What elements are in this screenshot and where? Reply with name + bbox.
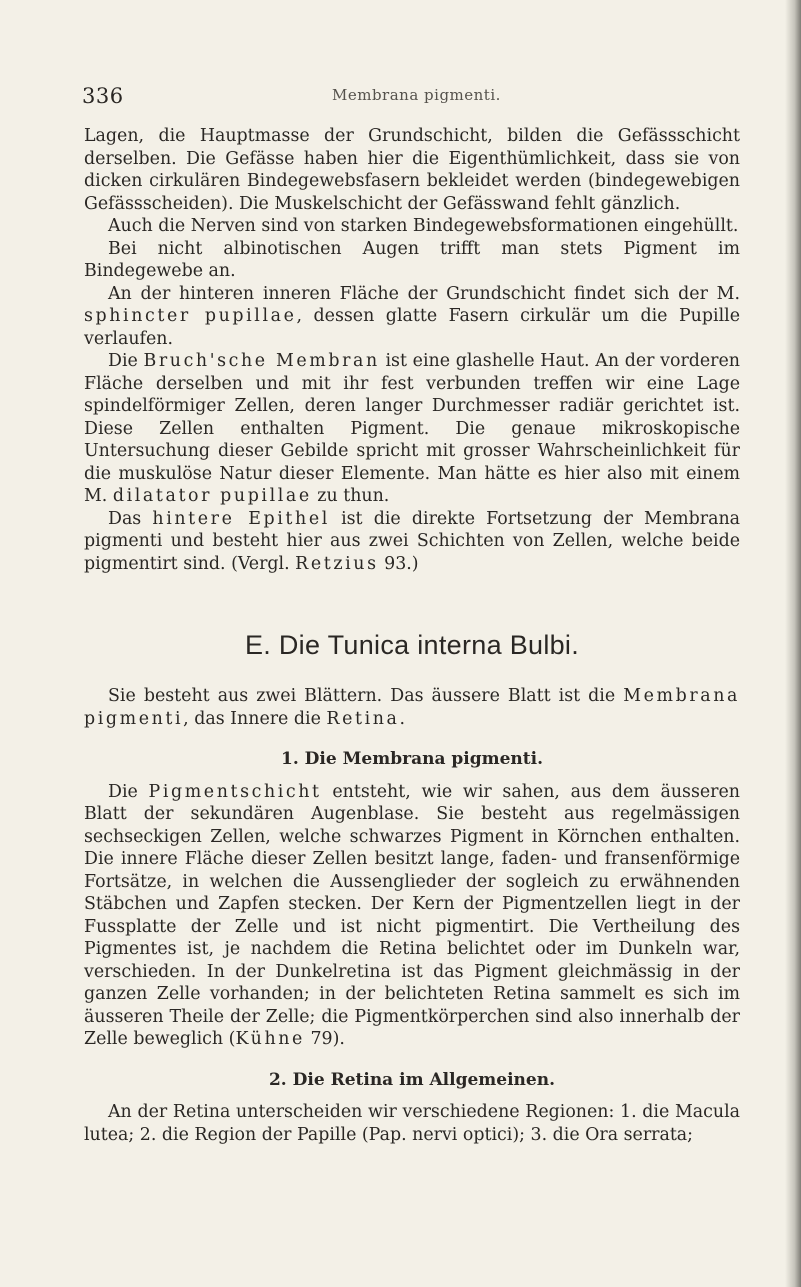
spaced-term: hintere Epithel <box>152 508 330 529</box>
page-body <box>84 125 740 1146</box>
spaced-term: dilatator pupillae <box>112 486 312 506</box>
text-run: ist die direkte Fortsetzung der Membrana pigmenti und besteht hier aus zwei Schichten von Zellen, welche beide pigmentirt sind. (Vergl. <box>84 508 741 574</box>
text-run: , das Innere die <box>183 708 327 729</box>
spaced-term: Retina <box>326 708 400 729</box>
text-run: 93.) <box>378 553 419 574</box>
text-run: ist eine glashelle Haut. An der vorderen Fläche derselben und mit ihr fest verbunden treffen wir eine Lage spindelförmiger Zellen, deren langer Durchmesser radiär gerichtet ist. Diese Zellen enthalten Pigment. Die genaue mikroskopische Untersuchung dieser Gebilde spricht mit grosser Wahrscheinlichkeit für die muskulöse Natur dieser Elemente. Man hätte es hier also mit einem M. <box>84 351 740 506</box>
paragraph: Auch die Nerven sind von starken Bindegewebsformationen eingehüllt. <box>108 216 739 236</box>
subsection-heading: 1. Die Membrana pigmenti. <box>281 749 543 769</box>
text-run: . <box>399 708 406 729</box>
page-header <box>82 84 742 110</box>
text-run: zu thun. <box>311 486 390 506</box>
paragraph: Lagen, die Hauptmasse der Grundschicht, bilden die Gefässschicht derselben. Die Gefässe haben hier die Eigenthümlichkeit, dass sie von dicken cirkulären Bindegewebsfasern bekleidet werden (bindegewebigen Gefässscheiden). Die Muskelschicht der Gefässwand fehlt gänzlich. <box>84 126 740 214</box>
paragraph <box>84 781 740 1051</box>
paragraph: An der Retina unterscheiden wir verschiedene Regionen: 1. die Macula lutea; 2. die Region der Papille (Pap. nervi optici); 3. die Ora serrata; <box>84 1102 740 1145</box>
section-title: E. Die Tunica interna Bulbi. <box>244 630 580 660</box>
text-run: Die <box>108 781 149 802</box>
text-run: Sie besteht aus zwei Blättern. Das äussere Blatt ist die <box>108 686 624 706</box>
page-number: 336 <box>82 84 124 108</box>
paragraph <box>84 283 740 351</box>
page-edge-shadow <box>785 0 801 1287</box>
author-name: Retzius <box>295 553 379 574</box>
spaced-term: sphincter pupillae <box>84 306 297 326</box>
text-run: , dessen glatte Fasern cirkulär um die Pupille verlaufen. <box>84 306 740 349</box>
spaced-term: Bruch'sche Membran <box>143 351 380 371</box>
paragraph <box>84 350 740 508</box>
author-name: Kühne <box>235 1029 305 1049</box>
spaced-term: Pigmentschicht <box>148 781 322 802</box>
text-run: entsteht, wie wir sahen, aus dem äusseren Blatt der sekundären Augenblase. Sie besteht aus regelmässigen sechseckigen Zellen, welche schwarzes Pigment in Körnchen enthalten. Die innere Fläche dieser Zellen besitzt lange, faden- und fransenförmige Fortsätze, in welchen die Aussenglieder der sogleich zu erwähnenden Stäbchen und Zapfen stecken. Der Kern der Pigmentzellen liegt in der Fussplatte der Zelle und ist nicht pigmentirt. Die Vertheilung des Pigmentes ist, je nachdem die Retina belichtet oder im Dunkeln war, verschieden. In der Dunkelretina ist das Pigment gleichmässig in der ganzen Zelle vorhanden; in der belichteten Retina sammelt es sich im äusseren Theile der Zelle; die Pigmentkörperchen sind also innerhalb der Zelle beweglich ( <box>84 781 740 1049</box>
running-head: Membrana pigmenti. <box>332 86 501 104</box>
text-run: 79). <box>304 1029 345 1049</box>
paragraph <box>84 685 740 730</box>
text-run: An der hinteren inneren Fläche der Grundschicht findet sich der M. <box>108 283 740 304</box>
text-run: Das <box>108 508 153 529</box>
paragraph: Bei nicht albinotischen Augen trifft man stets Pigment im Bindegewebe an. <box>84 238 740 281</box>
subsection-heading: 2. Die Retina im Allgemeinen. <box>268 1069 556 1090</box>
paragraph <box>84 508 740 576</box>
text-run: Die <box>108 351 144 371</box>
spaced-term: Membrana pigmenti <box>84 686 740 729</box>
